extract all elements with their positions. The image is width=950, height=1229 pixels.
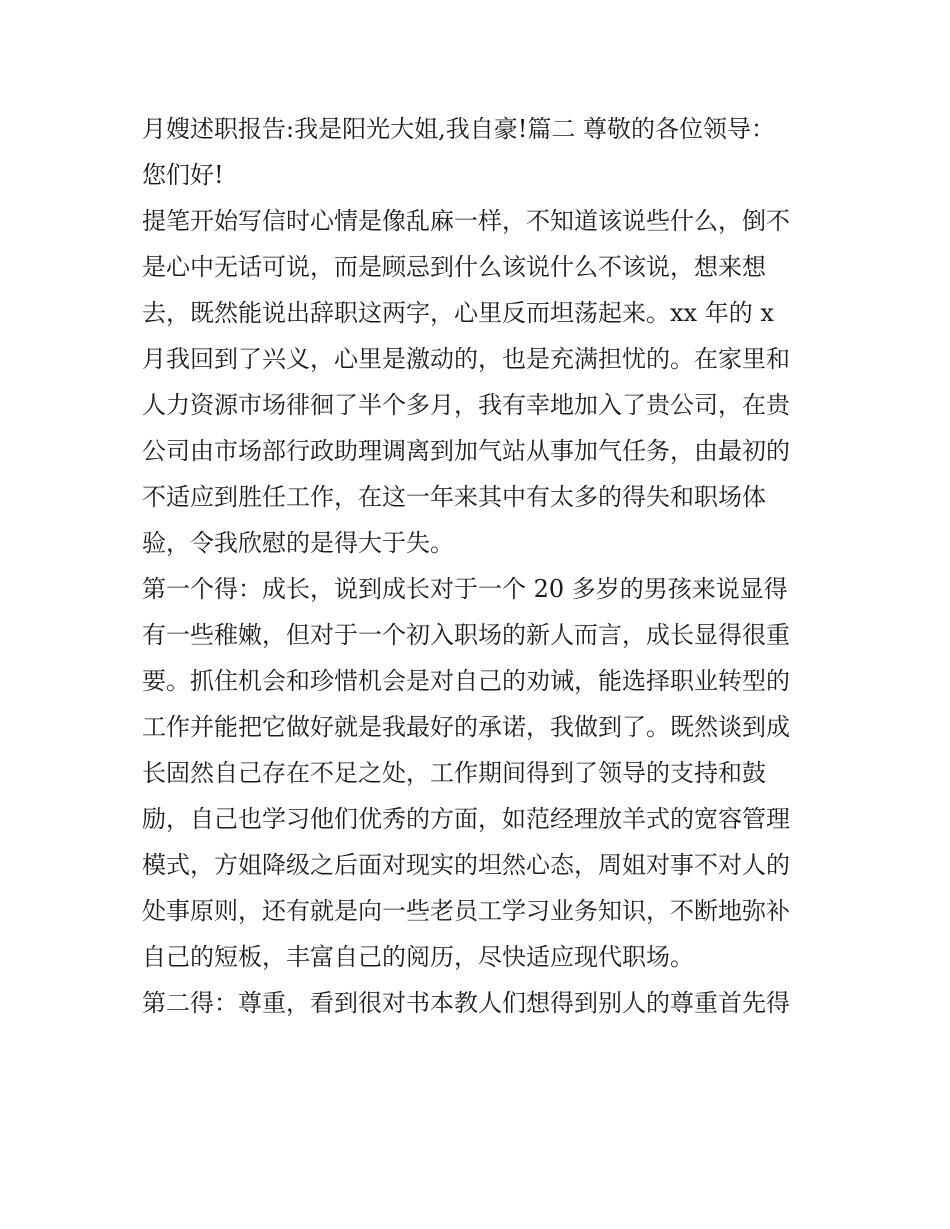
text-line: 长固然自己存在不足之处，工作期间得到了领导的支持和鼓: [142, 759, 766, 787]
text-line-title: 月嫂述职报告:我是阳光大姐,我自豪!篇二 尊敬的各位领导：: [142, 115, 775, 143]
text-line: 人力资源市场徘徊了半个多月，我有幸地加入了贵公司，在贵: [142, 391, 790, 419]
text-line: 励，自己也学习他们优秀的方面，如范经理放羊式的宽容管理: [142, 805, 790, 833]
text-line-greeting: 您们好!: [142, 161, 224, 189]
text-line: 月我回到了兴义，心里是激动的，也是充满担忧的。在家里和: [142, 345, 790, 373]
text-line: 不适应到胜任工作，在这一年来其中有太多的得失和职场体: [142, 483, 766, 511]
text-line: 验，令我欣慰的是得大于失。: [142, 529, 454, 557]
text-line: 第二得：尊重，看到很对书本教人们想得到别人的尊重首先得: [142, 989, 790, 1017]
text-line: 模式，方姐降级之后面对现实的坦然心态，周姐对事不对人的: [142, 851, 790, 879]
text-line: 去，既然能说出辞职这两字，心里反而坦荡起来。xx 年的 x: [142, 299, 774, 327]
text-line: 有一些稚嫩，但对于一个初入职场的新人而言，成长显得很重: [142, 621, 790, 649]
text-line: 提笔开始写信时心情是像乱麻一样，不知道该说些什么，倒不: [142, 207, 790, 235]
text-line: 第一个得：成长，说到成长对于一个 20 多岁的男孩来说显得: [142, 575, 788, 603]
document-body: [142, 106, 822, 1026]
text-line: 要。抓住机会和珍惜机会是对自己的劝诫，能选择职业转型的: [142, 667, 790, 695]
text-line: 工作并能把它做好就是我最好的承诺，我做到了。既然谈到成: [142, 713, 790, 741]
text-line: 自己的短板，丰富自己的阅历，尽快适应现代职场。: [142, 943, 694, 971]
text-line: 公司由市场部行政助理调离到加气站从事加气任务，由最初的: [142, 437, 790, 465]
text-line: 是心中无话可说，而是顾忌到什么该说什么不该说，想来想: [142, 253, 766, 281]
text-line: 处事原则，还有就是向一些老员工学习业务知识，不断地弥补: [142, 897, 790, 925]
